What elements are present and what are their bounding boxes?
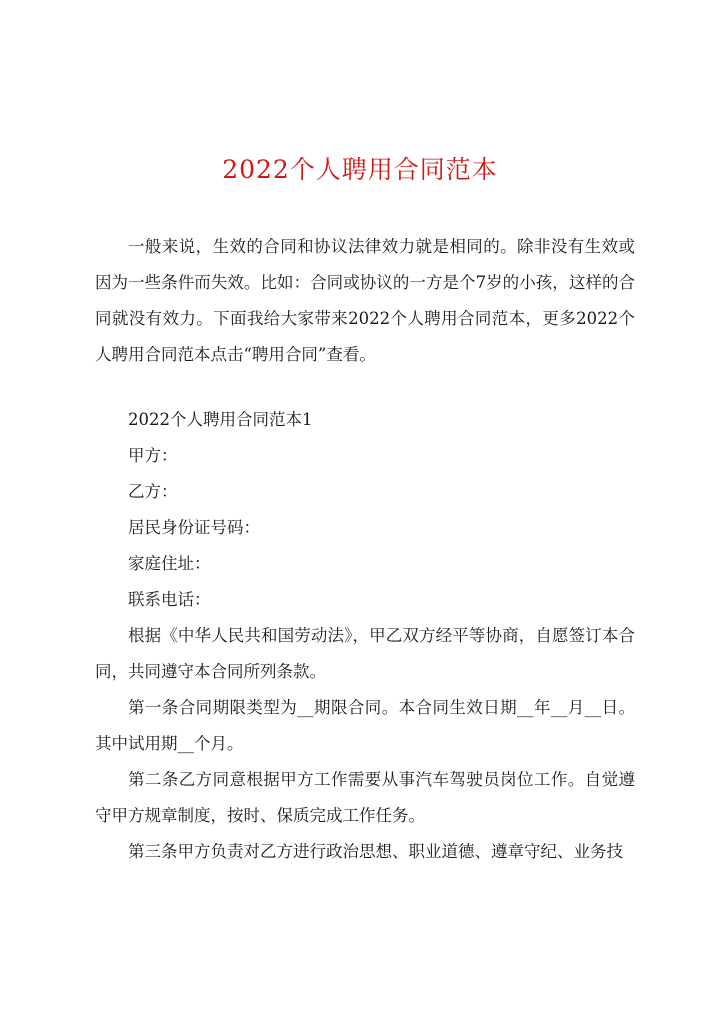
party-b-field: 乙方： <box>128 482 178 501</box>
party-a-field: 甲方： <box>128 446 178 465</box>
phone-field: 联系电话： <box>128 590 211 609</box>
contract-body <box>95 402 635 870</box>
section-heading: 2022个人聘用合同范本1 <box>128 410 313 429</box>
contract-paragraph: 第三条甲方负责对乙方进行政治思想、职业道德、遵章守纪、业务技 <box>128 842 623 861</box>
intro-paragraph: 一般来说，生效的合同和协议法律效力就是相同的。除非没有生效或因为一些条件而失效。比如：合同或协议的一方是个7岁的小孩，这样的合同就没有效力。下面我给大家带来2022个人聘用合同范本，更多2022个人聘用合同范本点击“聘用合同”查看。 <box>95 236 635 364</box>
home-address-field: 家庭住址： <box>128 554 211 573</box>
contract-paragraph: 根据《中华人民共和国劳动法》，甲乙双方经平等协商，自愿签订本合同，共同遵守本合同所列条款。 <box>95 626 635 681</box>
id-number-field: 居民身份证号码： <box>128 518 260 537</box>
contract-paragraph: 第一条合同期限类型为__期限合同。本合同生效日期__年__月__日。其中试用期__个月。 <box>95 698 635 753</box>
contract-paragraph: 第二条乙方同意根据甲方工作需要从事汽车驾驶员岗位工作。自觉遵守甲方规章制度，按时、保质完成工作任务。 <box>95 770 635 825</box>
document-title: 2022个人聘用合同范本 <box>222 155 498 184</box>
